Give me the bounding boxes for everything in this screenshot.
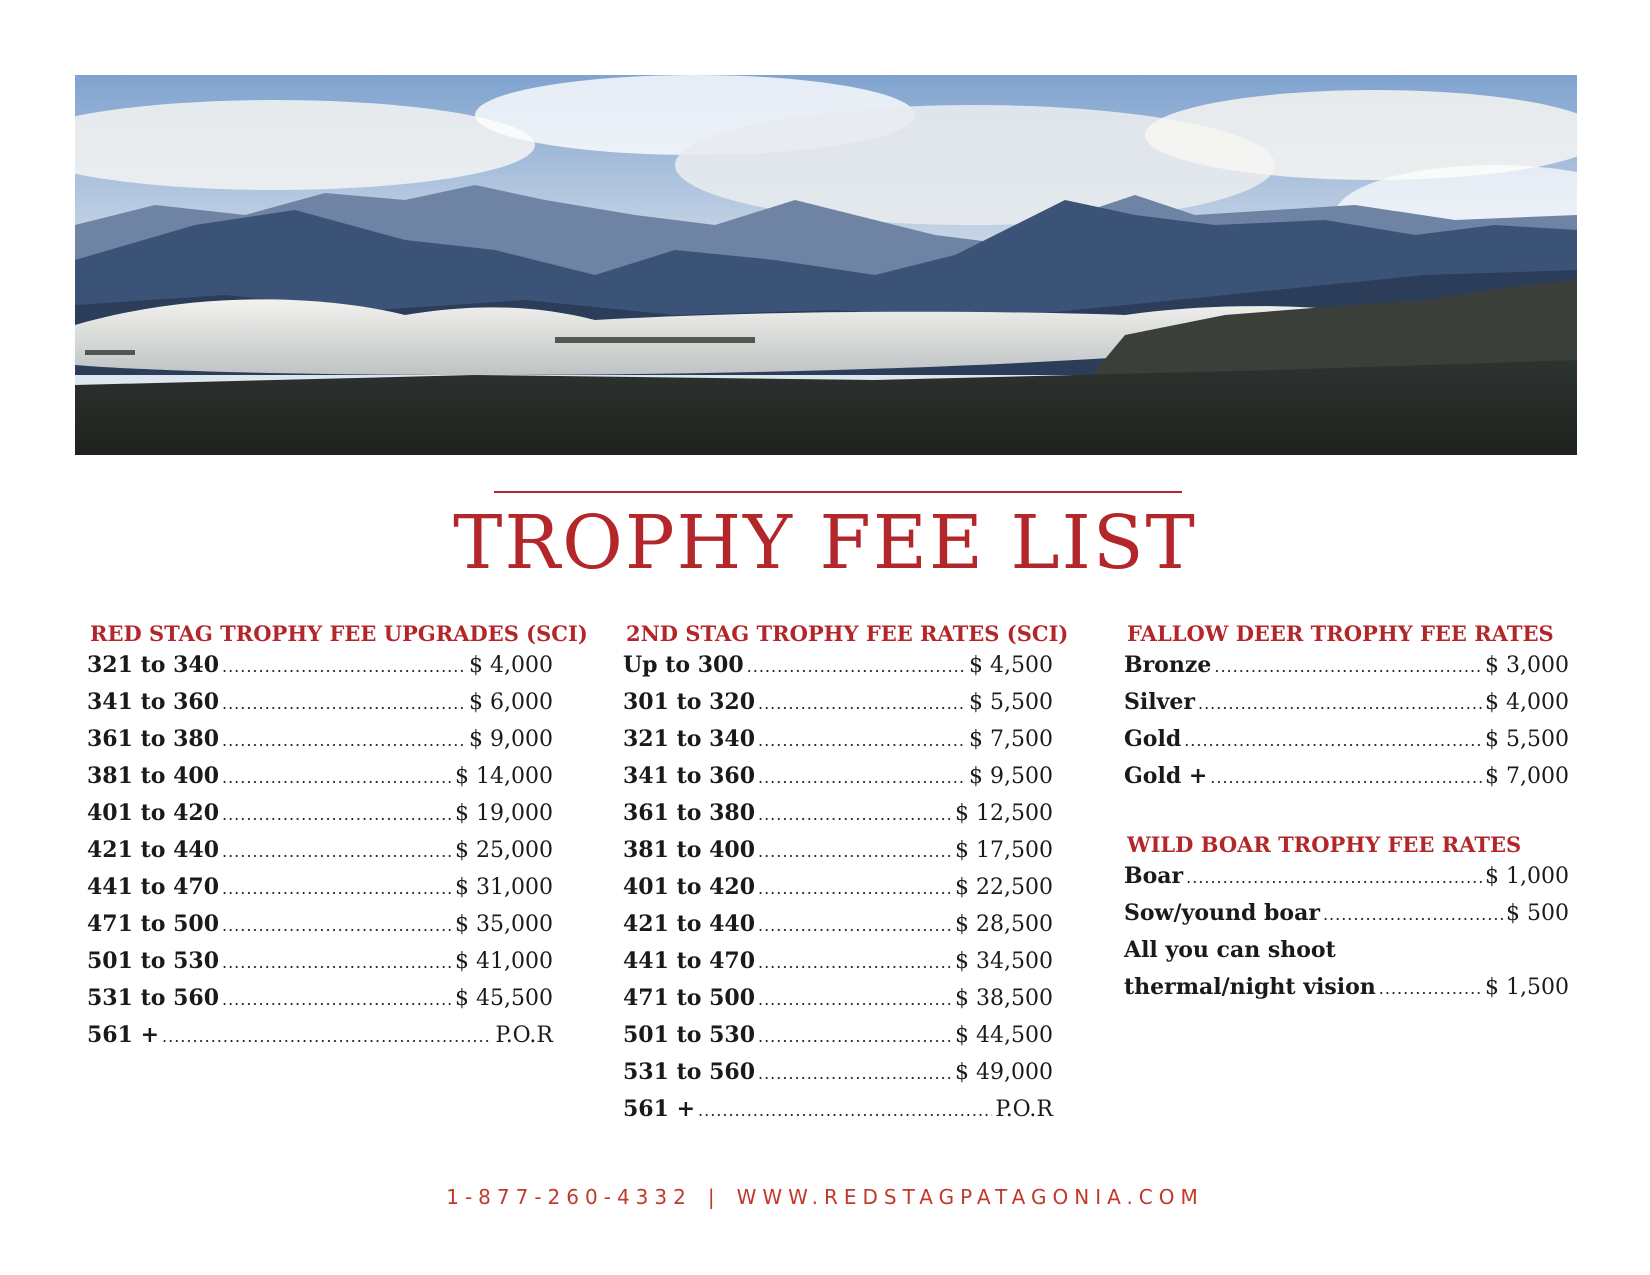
dot-leader bbox=[222, 805, 452, 824]
fee-label: 301 to 320 bbox=[623, 689, 755, 715]
dot-leader bbox=[758, 731, 966, 750]
fee-label: Boar bbox=[1124, 863, 1184, 889]
dot-leader bbox=[1198, 694, 1482, 713]
fee-price: $ 7,000 bbox=[1485, 764, 1569, 789]
fee-price: $ 4,500 bbox=[969, 653, 1053, 678]
fee-row bbox=[623, 689, 1053, 726]
fee-row bbox=[87, 911, 553, 948]
banner-photo bbox=[75, 75, 1577, 455]
fee-label: Gold + bbox=[1124, 763, 1208, 789]
fee-label: 401 to 420 bbox=[623, 874, 755, 900]
dot-leader bbox=[1379, 979, 1482, 998]
phone-number[interactable]: 1-877-260-4332 bbox=[446, 1185, 692, 1209]
fee-label: 341 to 360 bbox=[623, 763, 755, 789]
fee-label: 361 to 380 bbox=[623, 800, 755, 826]
fee-row bbox=[623, 985, 1053, 1022]
column-fallow-boar bbox=[1124, 620, 1569, 1011]
fee-row bbox=[623, 1059, 1053, 1096]
section-heading: FALLOW DEER TROPHY FEE RATES bbox=[1127, 621, 1554, 646]
fee-label: 531 to 560 bbox=[87, 985, 219, 1011]
dot-leader bbox=[1214, 657, 1482, 676]
fee-label: 501 to 530 bbox=[87, 948, 219, 974]
fee-label: 341 to 360 bbox=[87, 689, 219, 715]
fee-row bbox=[1124, 689, 1569, 726]
page-title: TROPHY FEE LIST bbox=[453, 500, 1197, 586]
fee-row bbox=[1124, 652, 1569, 689]
fee-label: 321 to 340 bbox=[623, 726, 755, 752]
fee-price: $ 41,000 bbox=[455, 949, 553, 974]
footer-contact bbox=[0, 1185, 1650, 1209]
fee-label: 561 + bbox=[87, 1022, 160, 1048]
fee-price: $ 4,000 bbox=[469, 653, 553, 678]
fee-row bbox=[623, 800, 1053, 837]
fee-price: $ 5,500 bbox=[969, 690, 1053, 715]
dot-leader bbox=[758, 879, 952, 898]
fee-row bbox=[623, 911, 1053, 948]
footer-separator: | bbox=[707, 1185, 721, 1209]
fee-row bbox=[87, 874, 553, 911]
fee-price: $ 9,000 bbox=[469, 727, 553, 752]
title-divider bbox=[494, 491, 1182, 493]
fee-row bbox=[623, 763, 1053, 800]
mountain-landscape-icon bbox=[75, 75, 1577, 455]
fee-label: 471 to 500 bbox=[623, 985, 755, 1011]
fee-price: $ 9,500 bbox=[969, 764, 1053, 789]
fee-row bbox=[87, 1022, 553, 1059]
fee-label: All you can shoot bbox=[1124, 937, 1336, 963]
fee-label: 401 to 420 bbox=[87, 800, 219, 826]
fee-label: 421 to 440 bbox=[87, 837, 219, 863]
column-2nd-stag bbox=[623, 620, 1069, 1133]
fee-label: Gold bbox=[1124, 726, 1182, 752]
dot-leader bbox=[222, 731, 466, 750]
fee-price: $ 44,500 bbox=[955, 1023, 1053, 1048]
fee-label: 531 to 560 bbox=[623, 1059, 755, 1085]
dot-leader bbox=[698, 1101, 992, 1120]
fee-row bbox=[623, 1096, 1053, 1133]
dot-leader bbox=[758, 916, 952, 935]
dot-leader bbox=[162, 1027, 492, 1046]
section-heading: RED STAG TROPHY FEE UPGRADES (SCI) bbox=[90, 621, 588, 646]
fee-row bbox=[87, 948, 553, 985]
fee-price: $ 22,500 bbox=[955, 875, 1053, 900]
fee-label: 381 to 400 bbox=[623, 837, 755, 863]
dot-leader bbox=[1210, 768, 1482, 787]
section-gap bbox=[1124, 800, 1569, 831]
dot-leader bbox=[758, 842, 952, 861]
section-heading: WILD BOAR TROPHY FEE RATES bbox=[1127, 832, 1522, 857]
fee-label: Sow/yound boar bbox=[1124, 900, 1320, 926]
fee-price: P.O.R bbox=[995, 1097, 1053, 1122]
fee-label: 441 to 470 bbox=[87, 874, 219, 900]
fee-price: $ 12,500 bbox=[955, 801, 1053, 826]
fee-label: 501 to 530 bbox=[623, 1022, 755, 1048]
dot-leader bbox=[758, 768, 966, 787]
fee-label: 421 to 440 bbox=[623, 911, 755, 937]
fee-row bbox=[1124, 974, 1569, 1011]
fee-price: $ 34,500 bbox=[955, 949, 1053, 974]
fee-row bbox=[87, 763, 553, 800]
dot-leader bbox=[1186, 868, 1482, 887]
fee-label: Silver bbox=[1124, 689, 1195, 715]
fee-price: $ 14,000 bbox=[455, 764, 553, 789]
fee-price: $ 7,500 bbox=[969, 727, 1053, 752]
dot-leader bbox=[222, 916, 452, 935]
fee-row bbox=[1124, 900, 1569, 937]
fee-row bbox=[623, 726, 1053, 763]
fee-price: $ 5,500 bbox=[1485, 727, 1569, 752]
fee-price: $ 3,000 bbox=[1485, 653, 1569, 678]
fee-row bbox=[87, 652, 553, 689]
dot-leader bbox=[758, 805, 952, 824]
fee-label: thermal/night vision bbox=[1124, 974, 1376, 1000]
dot-leader bbox=[758, 694, 966, 713]
fee-price: $ 1,500 bbox=[1485, 975, 1569, 1000]
fee-row bbox=[87, 985, 553, 1022]
fee-row bbox=[623, 874, 1053, 911]
fee-row bbox=[87, 837, 553, 874]
dot-leader bbox=[1323, 905, 1503, 924]
dot-leader bbox=[758, 990, 952, 1009]
fee-label: Bronze bbox=[1124, 652, 1212, 678]
dot-leader bbox=[222, 953, 452, 972]
fee-price: $ 19,000 bbox=[455, 801, 553, 826]
fee-row bbox=[623, 837, 1053, 874]
dot-leader bbox=[1184, 731, 1482, 750]
fee-row bbox=[1124, 937, 1569, 974]
fee-price: $ 38,500 bbox=[955, 986, 1053, 1011]
fee-row bbox=[623, 652, 1053, 689]
fee-price: $ 4,000 bbox=[1485, 690, 1569, 715]
dot-leader bbox=[222, 842, 452, 861]
fee-price: P.O.R bbox=[495, 1023, 553, 1048]
fee-label: 441 to 470 bbox=[623, 948, 755, 974]
fee-price: $ 25,000 bbox=[455, 838, 553, 863]
column-red-stag bbox=[87, 620, 588, 1059]
dot-leader bbox=[222, 694, 466, 713]
fee-price: $ 49,000 bbox=[955, 1060, 1053, 1085]
dot-leader bbox=[222, 990, 452, 1009]
fee-row bbox=[1124, 863, 1569, 900]
dot-leader bbox=[758, 953, 952, 972]
fee-price: $ 35,000 bbox=[455, 912, 553, 937]
fee-row bbox=[1124, 726, 1569, 763]
fee-label: 471 to 500 bbox=[87, 911, 219, 937]
fee-label: Up to 300 bbox=[623, 652, 744, 678]
fee-label: 381 to 400 bbox=[87, 763, 219, 789]
fee-row bbox=[87, 726, 553, 763]
dot-leader bbox=[747, 657, 966, 676]
fee-price: $ 28,500 bbox=[955, 912, 1053, 937]
fee-label: 561 + bbox=[623, 1096, 696, 1122]
dot-leader bbox=[222, 657, 466, 676]
section-heading: 2ND STAG TROPHY FEE RATES (SCI) bbox=[626, 621, 1069, 646]
fee-price: $ 500 bbox=[1506, 901, 1569, 926]
fee-price: $ 17,500 bbox=[955, 838, 1053, 863]
fee-row bbox=[623, 1022, 1053, 1059]
fee-price: $ 45,500 bbox=[455, 986, 553, 1011]
dot-leader bbox=[222, 768, 452, 787]
fee-row bbox=[623, 948, 1053, 985]
fee-price: $ 6,000 bbox=[469, 690, 553, 715]
dot-leader bbox=[222, 879, 452, 898]
fee-row bbox=[87, 689, 553, 726]
website-link[interactable]: WWW.REDSTAGPATAGONIA.COM bbox=[736, 1185, 1204, 1209]
fee-label: 361 to 380 bbox=[87, 726, 219, 752]
fee-row bbox=[1124, 763, 1569, 800]
fee-row bbox=[87, 800, 553, 837]
fee-price: $ 1,000 bbox=[1485, 864, 1569, 889]
dot-leader bbox=[758, 1064, 952, 1083]
fee-label: 321 to 340 bbox=[87, 652, 219, 678]
dot-leader bbox=[758, 1027, 952, 1046]
fee-price: $ 31,000 bbox=[455, 875, 553, 900]
